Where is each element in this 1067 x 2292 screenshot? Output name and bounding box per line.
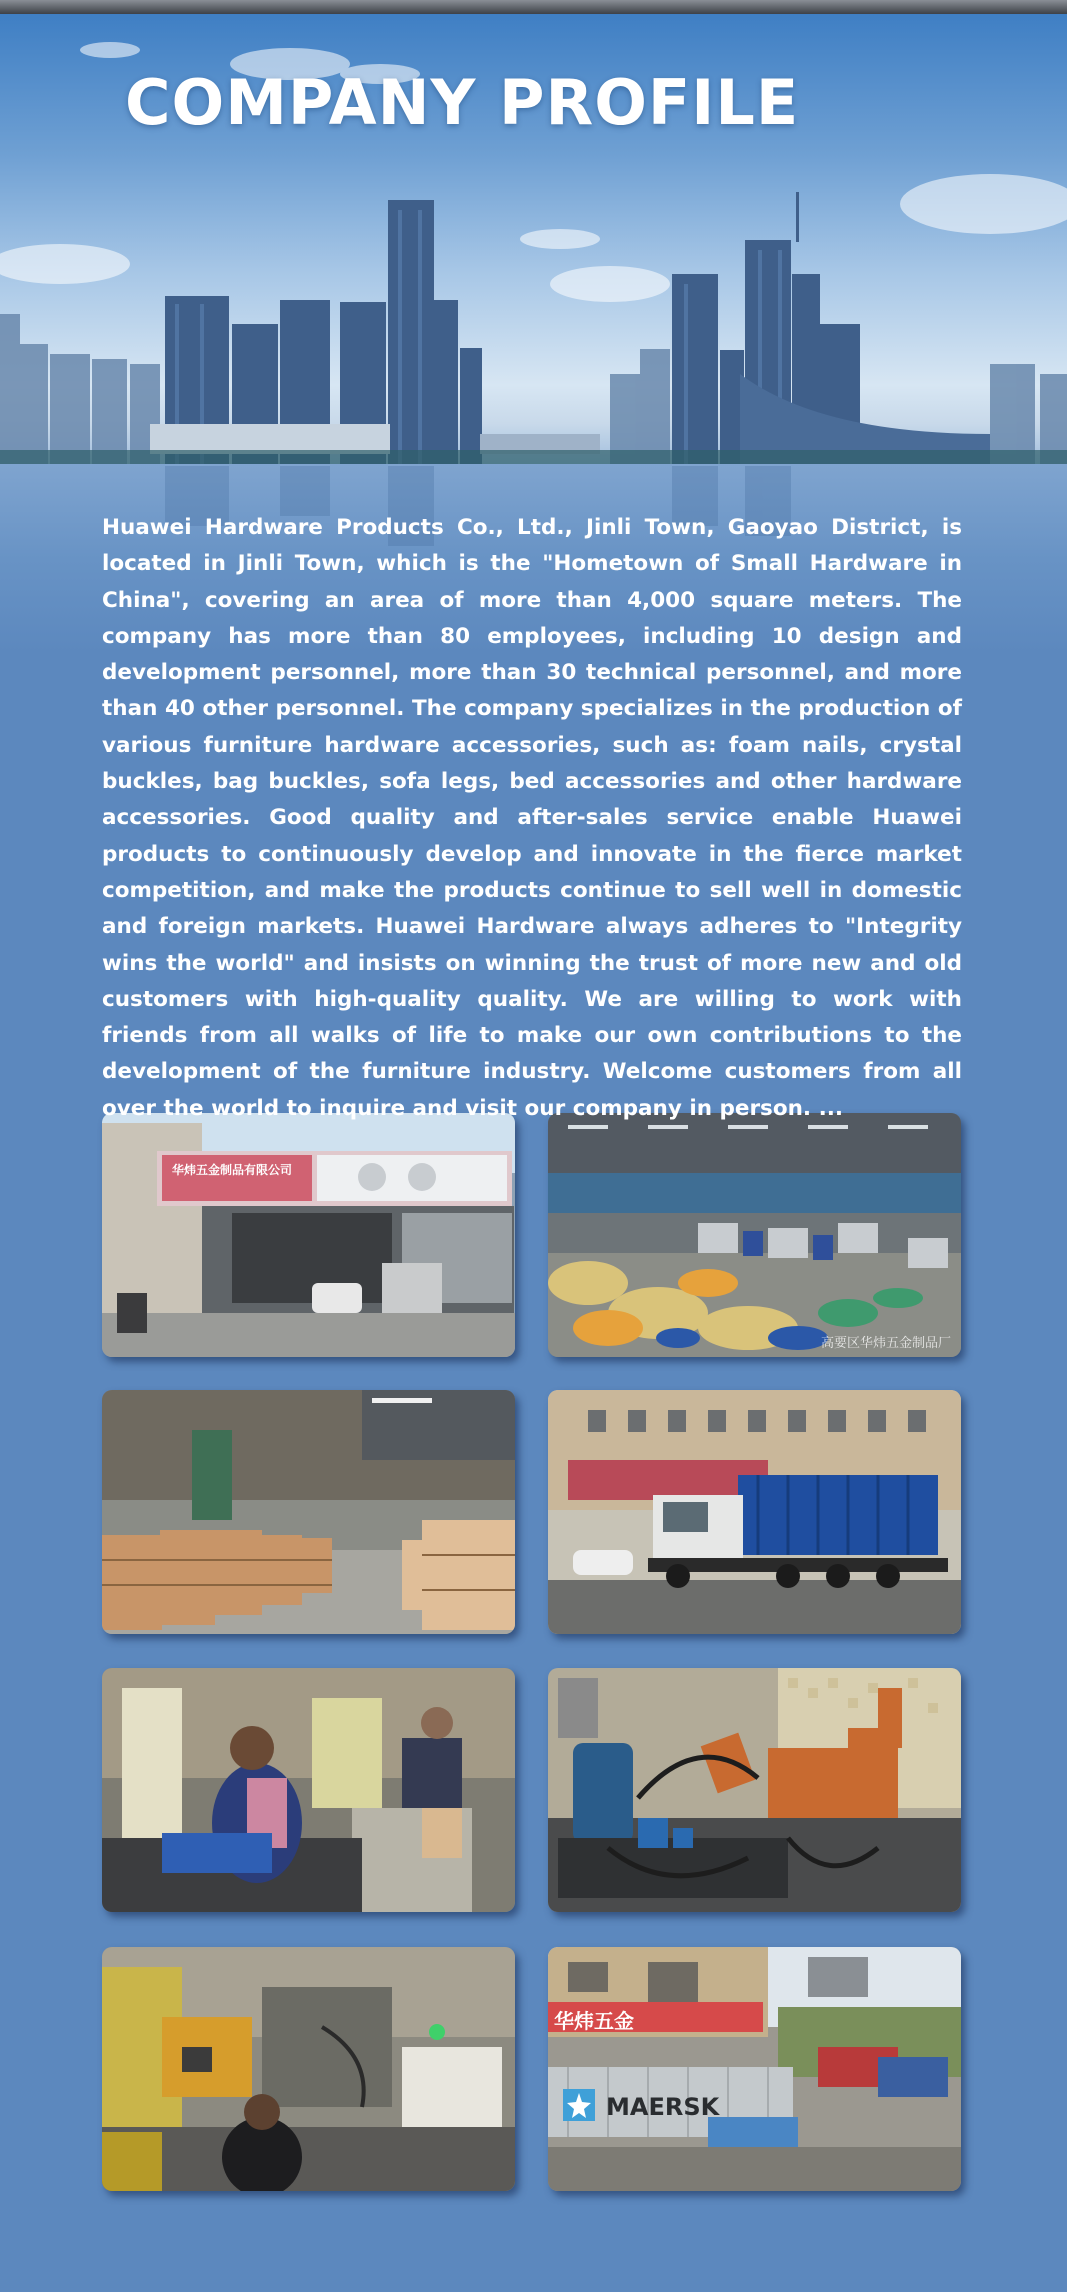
worker-workshop-photo: [102, 1947, 515, 2191]
factory-sign-text: 华炜五金制品有限公司: [172, 1163, 293, 1177]
maersk-container-label: MAERSK: [606, 2093, 720, 2121]
workers-machines-photo: [102, 1668, 515, 1912]
photo-watermark: 高要区华炜五金制品厂: [820, 1336, 951, 1351]
warehouse-boxes-photo: [102, 1390, 515, 1634]
company-intro-text: Huawei Hardware Products Co., Ltd., Jinli Town, Gaoyao District, is located in Jinli Town, which is the "Hometown of Small Hardware in China", covering an area of more than 4,000 square meters. The company has more than 80 employees, including 10 design and development personnel, more than 30 technical personnel, and more than 40 other personnel. The company specializes in the production of various furniture hardware accessories, such as: foam nails, crystal buckles, bag buckles, sofa legs, bed accessories and other hardware accessories. Good quality and after-sales service enable Huawei products to continuously develop and innovate in the fierce market competition, and make the products continue to sell well in domestic and foreign markets. Huawei Hardware always adheres to "Integrity wins the world" and insists on winning the trust of more new and old customers with high-quality quality. We are willing to work with friends from all walks of life to make our own contributions to the development of the furniture industry. Welcome customers from all over the world to inquire and visit our company in person. ...: [102, 515, 962, 1121]
maersk-building-sign: 华炜五金: [554, 2009, 634, 2033]
hydraulic-machine-photo: [548, 1668, 961, 1912]
production-floor-photo: [548, 1113, 961, 1357]
top-bar: [0, 0, 1067, 14]
maersk-container-photo: [548, 1947, 961, 2191]
container-truck-photo: [548, 1390, 961, 1634]
page-title: COMPANY PROFILE: [125, 66, 800, 139]
factory-entrance-photo: [102, 1113, 515, 1357]
